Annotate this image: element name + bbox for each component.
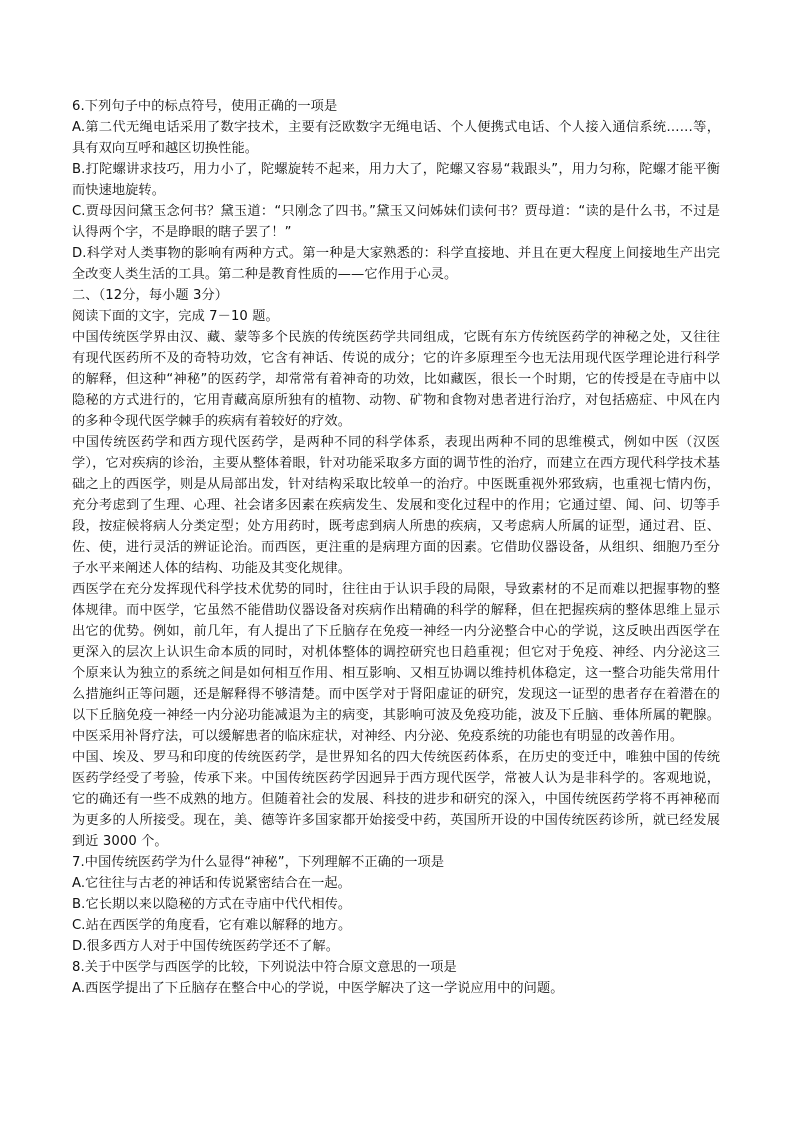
q8-option-a: A.西医学提出了下丘脑存在整合中心的学说，中医学解决了这一学说应用中的问题。 (72, 981, 564, 996)
q7-option-b: B.它长期以来以隐秘的方式在寺庙中代代相传。 (72, 897, 352, 912)
passage-paragraph-2: 中国传统医药学和西方现代医药学，是两种不同的科学体系，表现出两种不同的思维模式，例如中医（汉医学），它对疾病的诊治，主要从整体着眼，针对功能采取多方面的调节性的治疗，而建立在西方现代科学技术基础之上的西医学，则是从局部出发，针对结构采取比较单一的治疗。中医既重视外邪致病，也重视七情内伤，充分考虑到了生理、心理、社会诸多因素在疾病发生、发展和变化过程中的作用；它通过望、闻、问、切等手段，按症候将病人分类定型；处方用药时，既考虑到病人所患的疾病，又考虑病人所属的证型，通过君、臣、佐、使，进行灵活的辨证论治。而西医，更注重的是病理方面的因素。它借助仪器设备，从组织、细胞乃至分子水平来阐述人体的结构、功能及其变化规律。 (72, 435, 720, 576)
reading-instruction: 阅读下面的文字，完成 7－10 题。 (72, 309, 279, 324)
q7-option-d: D.很多西方人对于中国传统医药学还不了解。 (72, 939, 340, 954)
q6-option-d: D.科学对人类事物的影响有两种方式。第一种是大家熟悉的：科学直接地、并且在更大程度上间接地生产出完全改变人类生活的工具。第二种是教育性质的——它作用于心灵。 (72, 246, 720, 282)
passage-paragraph-1: 中国传统医学界由汉、藏、蒙等多个民族的传统医药学共同组成，它既有东方传统医药学的神秘之处，又往往有现代医药所不及的奇特功效，它含有神话、传说的成分；它的许多原理至今也无法用现代医学理论进行科学的解释，但这种“神秘”的医药学，却常常有着神奇的功效，比如藏医，很长一个时期，它的传授是在寺庙中以隐秘的方式进行的，它用青藏高原所独有的植物、动物、矿物和食物对患者进行治疗，对包括癌症、中风在内的多种令现代医学棘手的疾病有着较好的疗效。 (72, 330, 720, 429)
q6-option-b: B.打陀螺讲求技巧，用力小了，陀螺旋转不起来，用力大了，陀螺又容易“栽跟头”，用力匀称，陀螺才能平衡而快速地旋转。 (72, 162, 720, 198)
exam-page (72, 96, 720, 999)
q6-stem: 6.下列句子中的标点符号，使用正确的一项是 (72, 99, 338, 114)
passage-paragraph-4: 中国、埃及、罗马和印度的传统医药学，是世界知名的四大传统医药体系，在历史的变迁中，唯独中国的传统医药学经受了考验，传承下来。中国传统医药学因迥异于西方现代医学，常被人认为是非科学的。客观地说，它的确还有一些不成熟的地方。但随着社会的发展、科技的进步和研究的深入，中国传统医药学将不再神秘而为更多的人所接受。现在，美、德等许多国家都开始接受中药，英国所开设的中国传统医药诊所，就已经发展到近 3000 个。 (72, 750, 720, 849)
q6-option-a: A.第二代无绳电话采用了数字技术，主要有泛欧数字无绳电话、个人便携式电话、个人接入通信系统……等，具有双向互呼和越区切换性能。 (72, 120, 720, 156)
q7-stem: 7.中国传统医药学为什么显得“神秘”，下列理解不正确的一项是 (72, 855, 445, 870)
q8-stem: 8.关于中医学与西医学的比较，下列说法中符合原文意思的一项是 (72, 960, 457, 975)
section-heading: 二、（12分，每小题 3分） (72, 288, 229, 303)
passage-paragraph-3: 西医学在充分发挥现代科学技术优势的同时，往往由于认识手段的局限，导致素材的不足而难以把握事物的整体规律。而中医学，它虽然不能借助仪器设备对疾病作出精确的科学的解释，但在把握疾病的整体思维上显示出它的优势。例如，前几年，有人提出了下丘脑存在免疫一神经一内分泌整合中心的学说，这反映出西医学在更深入的层次上认识生命本质的同时，对机体整体的调控研究也日趋重视；但它对于免疫、神经、内分泌这三个原来认为独立的系统之间是如何相互作用、相互影响、又相互协调以维持机体稳定，这一整合功能失常用什么措施纠正等问题，还是解释得不够清楚。而中医学对于肾阳虚证的研究，发现这一证型的患者存在着潜在的以下丘脑免疫一神经一内分泌功能减退为主的病变，其影响可波及免疫功能，波及下丘脑、垂体所属的靶腺。中医采用补肾疗法，可以缓解患者的临床症状，对神经、内分泌、免疫系统的功能也有明显的改善作用。 (72, 582, 720, 744)
q6-option-c: C.贾母因问黛玉念何书？黛玉道：“只刚念了四书。”黛玉又问姊妹们读何书？贾母道：“读的是什么书，不过是认得两个字，不是睁眼的瞎子罢了！” (72, 204, 720, 240)
q7-option-c: C.站在西医学的角度看，它有难以解释的地方。 (72, 918, 352, 933)
q7-option-a: A.它往往与古老的神话和传说紧密结合在一起。 (72, 876, 351, 891)
